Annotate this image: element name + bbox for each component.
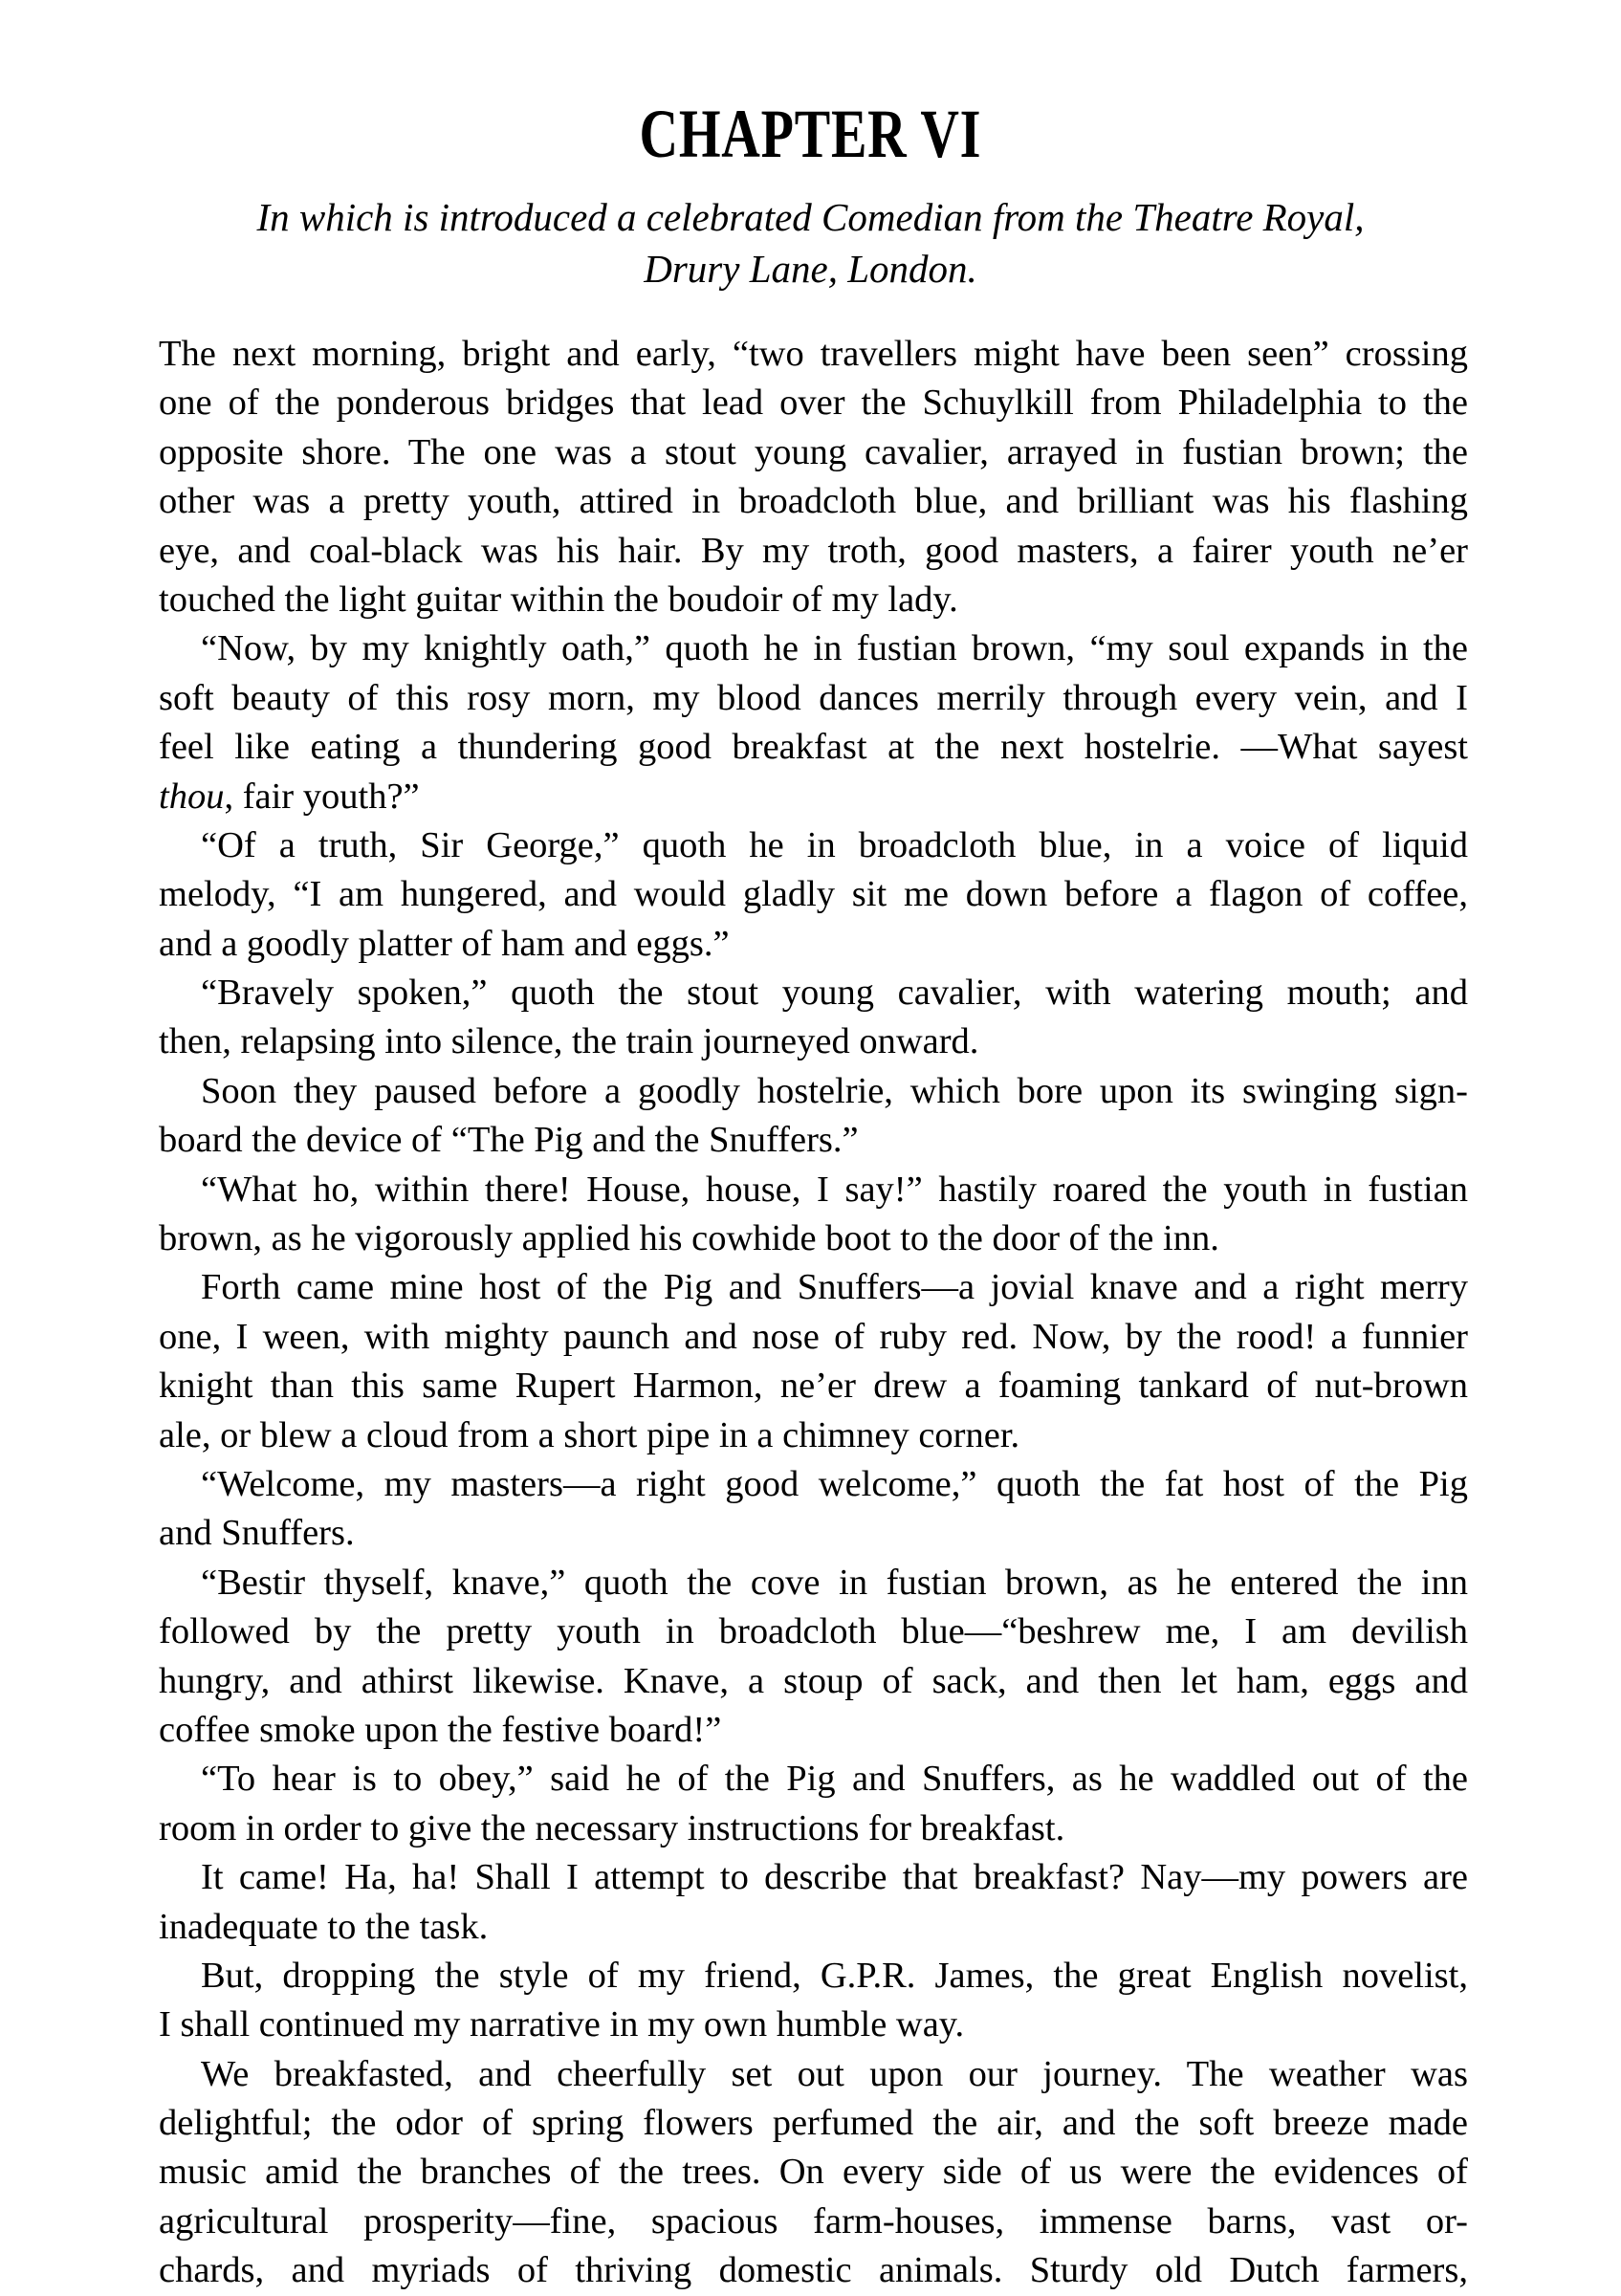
text-line: “Of a truth, Sir George,” quoth he in broadcloth blue, in a voice of liquid: [201, 824, 1468, 865]
text-line: Forth came mine host of the Pig and Snuffers—a jovial knave and a right merry: [201, 1267, 1468, 1308]
text-line: room in order to give the necessary instructions for breakfast.: [159, 1807, 1065, 1848]
italic-word: thou: [159, 776, 225, 817]
text-line: “Bestir thyself, knave,” quoth the cove in fustian brown, as he entered the inn: [201, 1562, 1468, 1603]
text-line: melody, “I am hungered, and would gladly sit me down before a flagon of coffee,: [159, 874, 1468, 915]
text-line: “Now, by my knightly oath,” quoth he in fustian brown, “my soul expands in the: [201, 628, 1468, 669]
text-line: touched the light guitar within the boudoir of my lady.: [159, 579, 958, 620]
text-line: one of the ponderous bridges that lead over the Schuylkill from Philadelphia to the: [159, 383, 1468, 424]
text-line: eye, and coal-black was his hair. By my troth, good masters, a fairer youth ne’er: [159, 530, 1468, 571]
text-line: chards, and myriads of thriving domestic animals. Sturdy old Dutch farmers,: [159, 2250, 1468, 2291]
text-line: music amid the branches of the trees. On every side of us were the evidences of: [159, 2152, 1468, 2193]
text-line: [159, 773, 1468, 821]
text-line: brown, as he vigorously applied his cowhide boot to the door of the inn.: [159, 1218, 1219, 1259]
text-line: agricultural prosperity—fine, spacious farm-houses, immense barns, vast or-: [159, 2200, 1468, 2241]
chapter-body: [159, 330, 1468, 2296]
text-line: followed by the pretty youth in broadcloth blue—“beshrew me, I am devilish: [159, 1611, 1468, 1652]
text-line: I shall continued my narrative in my own humble way.: [159, 2004, 965, 2045]
text-line: Soon they paused before a goodly hostelrie, which bore upon its swinging sign-: [201, 1070, 1468, 1111]
text-line: one, I ween, with mighty paunch and nose of ruby red. Now, by the rood! a funnier: [159, 1316, 1468, 1357]
text-line: The next morning, bright and early, “two travellers might have been seen” crossing: [159, 334, 1468, 374]
text-line: knight than this same Rupert Harmon, ne’er drew a foaming tankard of nut-brown: [159, 1366, 1468, 1407]
text-line: “To hear is to obey,” said he of the Pig and Snuffers, as he waddled out of the: [201, 1759, 1468, 1800]
subtitle-line: In which is introduced a celebrated Comedian from the Theatre Royal,: [256, 195, 1365, 239]
text-line: hungry, and athirst likewise. Knave, a stoup of sack, and then let ham, eggs and: [159, 1660, 1468, 1701]
text-line: soft beauty of this rosy morn, my blood dances merrily through every vein, and I: [159, 677, 1468, 718]
text-line: But, dropping the style of my friend, G.P.R. James, the great English novelist,: [201, 1955, 1468, 1996]
text-line: and a goodly platter of ham and eggs.”: [159, 923, 730, 964]
subtitle-line: Drury Lane, London.: [644, 247, 977, 291]
text-line: “Welcome, my masters—a right good welcome,” quoth the fat host of the Pig: [201, 1463, 1468, 1504]
chapter-subtitle: [0, 191, 1621, 295]
text-line: inadequate to the task.: [159, 1906, 489, 1947]
text-fragment: , fair youth?”: [224, 776, 420, 817]
text-line: coffee smoke upon the festive board!”: [159, 1709, 722, 1750]
text-line: opposite shore. The one was a stout young cavalier, arrayed in fustian brown; the: [159, 431, 1468, 472]
text-line: feel like eating a thundering good breakfast at the next hostelrie. —What sayest: [159, 727, 1468, 768]
text-line: and Snuffers.: [159, 1513, 355, 1554]
text-line: “What ho, within there! House, house, I say!” hastily roared the youth in fustian: [201, 1169, 1468, 1210]
text-line: board the device of “The Pig and the Snuffers.”: [159, 1120, 859, 1161]
text-line: It came! Ha, ha! Shall I attempt to describe that breakfast? Nay—my powers are: [201, 1857, 1468, 1898]
text-line: other was a pretty youth, attired in broadcloth blue, and brilliant was his flashing: [159, 481, 1468, 522]
text-line: then, relapsing into silence, the train journeyed onward.: [159, 1021, 979, 1062]
text-line: We breakfasted, and cheerfully set out upon our journey. The weather was: [201, 2053, 1468, 2094]
text-line: delightful; the odor of spring flowers perfumed the air, and the soft breeze made: [159, 2103, 1468, 2144]
text-line: ale, or blew a cloud from a short pipe in a chimney corner.: [159, 1414, 1020, 1455]
chapter-title: CHAPTER VI: [639, 96, 982, 172]
text-line: “Bravely spoken,” quoth the stout young cavalier, with watering mouth; and: [201, 973, 1468, 1014]
